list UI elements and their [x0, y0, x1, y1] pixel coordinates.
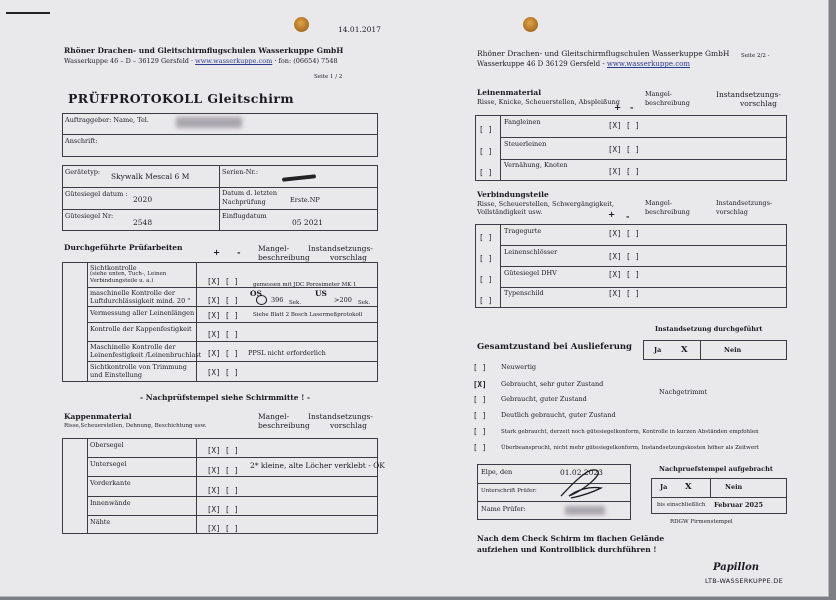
repair-done-nein: Nein: [724, 346, 742, 354]
test-row-4-label: Kontrolle der Kappenfestigkeit: [90, 325, 192, 333]
signature-place: Elpe, den: [481, 468, 513, 476]
left-page-number: Seite 1 / 2: [314, 74, 343, 80]
date-stamp: 14.01.2017: [338, 25, 381, 34]
test-row-2-us-value: >200: [334, 296, 352, 304]
connectors-col-defect-1: Mangel-: [645, 199, 672, 207]
right-address-url: www.wasserkuppe.com: [606, 60, 690, 68]
right-company-name: Rhöner Drachen- und Gleitschirmflugschulen Wasserkuppe GmbH: [477, 49, 730, 58]
connectors-subheading-1: Risse, Scheuerstellen, Schwergängigkeit,: [477, 200, 614, 208]
test-row-1-small-2: Verbindungsteile u. a.): [90, 278, 154, 284]
lines-plus: +: [614, 103, 622, 113]
tests-minus: -: [237, 248, 241, 258]
test-row-5-label-2: Leinenfestigkeit /Leinenbruchlast: [90, 351, 202, 359]
signature-scribble: [557, 466, 607, 502]
stamp-heading: Nachpruefstempel aufgebracht: [659, 465, 773, 473]
punch-hole-left: [294, 17, 309, 32]
connectors-row-4-label: Typenschild: [504, 289, 544, 297]
lines-row-3-box: [ ]: [479, 168, 493, 177]
condition-row-6-box: [ ]: [473, 443, 487, 452]
flight-date-label: Einflugdatum: [222, 212, 267, 220]
connectors-row-3-label: Gütesiegel DHV: [504, 269, 557, 277]
seal-no-label: Gütesiegel Nr:: [65, 212, 114, 220]
canopy-row-5-label: Nähte: [90, 518, 111, 526]
condition-row-4-box: [ ]: [473, 411, 487, 420]
condition-row-4-text: Deutlich gebraucht, guter Zustand: [501, 411, 616, 419]
lines-row-1-label: Fangleinen: [504, 118, 541, 126]
footer-line-2: aufziehen und Kontrollblick durchführen !: [477, 545, 657, 554]
test-row-5-note: PPSL nicht erforderlich: [248, 349, 326, 357]
test-row-2-os: OS: [250, 289, 262, 298]
connectors-subheading-2: Vollständigkeit usw.: [477, 208, 543, 216]
test-row-1-label: Sichtkontrolle: [90, 264, 137, 272]
test-row-2-label-1: maschinelle Kontrolle der: [90, 289, 175, 297]
right-address: Wasserkuppe 46 D 36129 Gersfeld - www.wasserkuppe.com: [477, 60, 690, 68]
stamp-note: - Nachprüfstempel siehe Schirmmitte ! -: [140, 393, 311, 402]
inspector-name-redacted: [565, 506, 605, 515]
connectors-row-4-box: [ ]: [479, 296, 493, 305]
lines-row-1-mark: [X] [ ]: [608, 121, 640, 130]
stamp-caption: RDGW Firmenstempel: [670, 519, 733, 525]
signature-sign-label: Unterschrift Prüfer:: [481, 488, 537, 494]
tests-col-repair-2: vorschlag: [330, 253, 367, 262]
condition-retrim: Nachgetrimmt: [659, 388, 708, 396]
stamp-until-value: Februar 2025: [714, 501, 764, 509]
signature-date: 01.02.2023: [560, 468, 603, 477]
condition-row-3-text: Gebraucht, guter Zustand: [501, 395, 587, 403]
tests-col-defect-2: beschreibung: [258, 253, 310, 262]
stamp-until-label: bis einschließlich: [657, 502, 706, 508]
stamp-ja: Ja: [660, 483, 668, 491]
canopy-row-3-mark: [X] [ ]: [207, 486, 239, 495]
connectors-row-2-mark: [X] [ ]: [608, 252, 640, 261]
canopy-row-4-label: Innenwände: [90, 499, 131, 507]
lines-row-3-label: Vernähung, Knoten: [504, 161, 568, 169]
canopy-row-2-mark: [X] [ ]: [207, 466, 239, 475]
canopy-col-repair-2: vorschlag: [330, 421, 367, 430]
condition-row-6-text: Überbeansprucht, nicht mehr gütesiegelkonform, Instandsetzungskosten höher als Zeitwert: [501, 445, 759, 451]
canopy-col-defect-2: beschreibung: [258, 421, 310, 430]
client-name-redacted: [176, 117, 242, 128]
last-check-label-1: Datum d. letzten: [222, 189, 278, 197]
logo-sub: LTB-WASSERKUPPE.DE: [705, 577, 784, 585]
connectors-heading: Verbindungsteile: [477, 190, 549, 199]
lines-col-repair-1: Instandsetzungs-: [716, 90, 781, 99]
stamp-nein: Nein: [725, 483, 743, 491]
connectors-row-2-box: [ ]: [479, 254, 493, 263]
tests-heading: Durchgeführte Prüfarbeiten: [64, 243, 183, 252]
connectors-row-2-label: Leinenschlösser: [504, 248, 558, 256]
connectors-row-3-mark: [X] [ ]: [608, 270, 640, 279]
tests-col-defect-1: Mangel-: [258, 244, 290, 253]
test-row-6-label-1: Sichtkontrolle von Trimmung: [90, 363, 187, 371]
lines-row-2-label: Steuerleinen: [504, 140, 547, 148]
type-value: Skywalk Mescal 6 M: [111, 172, 190, 181]
canopy-subheading: Risse,Scheuerstellen, Dehnung, Beschichtung usw.: [64, 423, 207, 429]
canopy-row-5-mark: [X] [ ]: [207, 524, 239, 533]
right-page-number: Seite 2/2 -: [741, 53, 770, 59]
test-row-3-mark: [X] [ ]: [207, 311, 239, 320]
canopy-col-defect-1: Mangel-: [258, 412, 290, 421]
repair-done-ja: Ja: [654, 346, 662, 354]
signature-name-label: Name Prüfer:: [481, 505, 526, 513]
test-row-2-os-value: 396: [271, 296, 284, 304]
lines-col-defect-1: Mangel-: [645, 90, 672, 98]
test-row-6-mark: [X] [ ]: [207, 368, 239, 377]
test-row-3-note: Siehe Blatt 2 Bosch Lasermeßprotokoll: [253, 312, 363, 318]
canopy-row-1-label: Obersegel: [90, 441, 124, 449]
footer-line-1: Nach dem Check Schirm im flachen Gelände: [477, 534, 665, 543]
connectors-row-1-box: [ ]: [479, 233, 493, 242]
left-title: PRÜFPROTOKOLL Gleitschirm: [68, 91, 294, 106]
punch-hole-right: [523, 17, 538, 32]
connectors-row-1-mark: [X] [ ]: [608, 229, 640, 238]
condition-row-2-text: Gebraucht, sehr guter Zustand: [501, 380, 604, 388]
connectors-col-repair-2: vorschlag: [716, 208, 748, 216]
connectors-row-3-box: [ ]: [479, 275, 493, 284]
condition-row-5-text: Stark gebraucht, derzeit noch gütesiegelkonform, Kontrolle in kurzen Abständen empfohlen: [501, 429, 759, 435]
device-box: [62, 165, 378, 231]
last-check-label-2: Nachprüfung: [222, 198, 266, 206]
canopy-heading: Kappenmaterial: [64, 412, 132, 421]
connectors-col-defect-2: beschreibung: [645, 208, 690, 216]
lines-row-2-mark: [X] [ ]: [608, 145, 640, 154]
test-row-2-us: US: [315, 289, 327, 298]
test-row-2-sek2: Sek.: [358, 300, 371, 306]
lines-heading: Leinenmaterial: [477, 88, 542, 97]
test-row-1-small-1: (siehe unten, Tuch-, Leinen: [90, 271, 167, 277]
condition-row-2-box: [X]: [473, 380, 487, 389]
repair-done-x: X: [681, 345, 688, 355]
lines-row-2-box: [ ]: [479, 147, 493, 156]
condition-row-3-box: [ ]: [473, 395, 487, 404]
last-check-value: Erste.NP: [290, 196, 320, 204]
connectors-plus: +: [608, 210, 616, 220]
lines-subheading: Risse, Knicke, Scheuerstellen, Abspleißung: [477, 98, 620, 106]
canopy-row-4-mark: [X] [ ]: [207, 505, 239, 514]
type-label: Gerätetyp:: [65, 168, 101, 176]
margin-mark: [6, 12, 50, 14]
canopy-row-3-label: Vorderkante: [90, 479, 131, 487]
repair-done-box: [643, 340, 787, 360]
lines-row-3-mark: [X] [ ]: [608, 167, 640, 176]
condition-row-1-box: [ ]: [473, 363, 487, 372]
canopy-row-2-label: Untersegel: [90, 460, 127, 468]
serial-label: Serien-Nr.:: [222, 168, 259, 176]
repair-done-heading: Instandsetzung durchgeführt: [655, 325, 763, 333]
left-company-name: Rhöner Drachen- und Gleitschirmflugschulen Wasserkuppe GmbH: [64, 46, 344, 55]
os-circle: [256, 295, 267, 305]
lines-minus: -: [630, 103, 634, 113]
seal-date-value: 2020: [133, 195, 153, 204]
left-address-url: www.wasserkuppe.com: [195, 57, 273, 65]
condition-heading: Gesamtzustand bei Auslieferung: [477, 342, 633, 352]
test-row-4-mark: [X] [ ]: [207, 330, 239, 339]
connectors-col-repair-1: Instandsetzungs-: [716, 199, 773, 207]
test-row-5-mark: [X] [ ]: [207, 349, 239, 358]
tests-col-repair-1: Instandsetzungs-: [308, 244, 373, 253]
seal-date-label: Gütesiegel datum :: [65, 190, 128, 198]
connectors-row-4-mark: [X] [ ]: [608, 289, 640, 298]
test-row-2-sek1: Sek.: [289, 300, 302, 306]
lines-col-repair-2: vorschlag: [740, 99, 777, 108]
test-row-6-label-2: und Einstellung: [90, 371, 143, 379]
logo-brand: Papillon: [713, 562, 760, 573]
connectors-minus: -: [626, 212, 630, 222]
seal-no-value: 2548: [133, 218, 153, 227]
lines-row-1-box: [ ]: [479, 125, 493, 134]
canopy-col-repair-1: Instandsetzungs-: [308, 412, 373, 421]
canopy-row-1-mark: [X] [ ]: [207, 446, 239, 455]
condition-row-1-text: Neuwertig: [501, 363, 537, 371]
address-label: Anschrift:: [65, 137, 98, 145]
canopy-row-2-note: 2* kleine, alte Löcher verklebt - OK: [250, 461, 385, 470]
condition-row-5-box: [ ]: [473, 427, 487, 436]
test-row-1-note: gemessen mit JDC Porosimeter MK 1: [253, 282, 357, 288]
stamp-x: X: [685, 482, 692, 492]
flight-date-value: 05 2021: [292, 218, 324, 227]
connectors-row-1-label: Tragegurte: [504, 227, 542, 235]
left-address: Wasserkuppe 46 – D – 36129 Gersfeld · www.wasserkuppe.com · fon: (06654) 7548: [64, 57, 338, 65]
test-row-2-mark: [X] [ ]: [207, 296, 239, 305]
lines-col-defect-2: beschreibung: [645, 99, 690, 107]
client-label: Auftraggeber: Name, Tel.: [65, 116, 149, 124]
test-row-5-label-1: Maschinelle Kontrolle der: [90, 343, 176, 351]
test-row-2-label-2: Luftdurchlässigkeit mind. 20 ": [90, 297, 191, 305]
test-row-1-mark: [X] [ ]: [207, 277, 239, 286]
test-row-3-label: Vermessung aller Leinenlängen: [90, 309, 195, 317]
tests-plus: +: [213, 248, 221, 258]
